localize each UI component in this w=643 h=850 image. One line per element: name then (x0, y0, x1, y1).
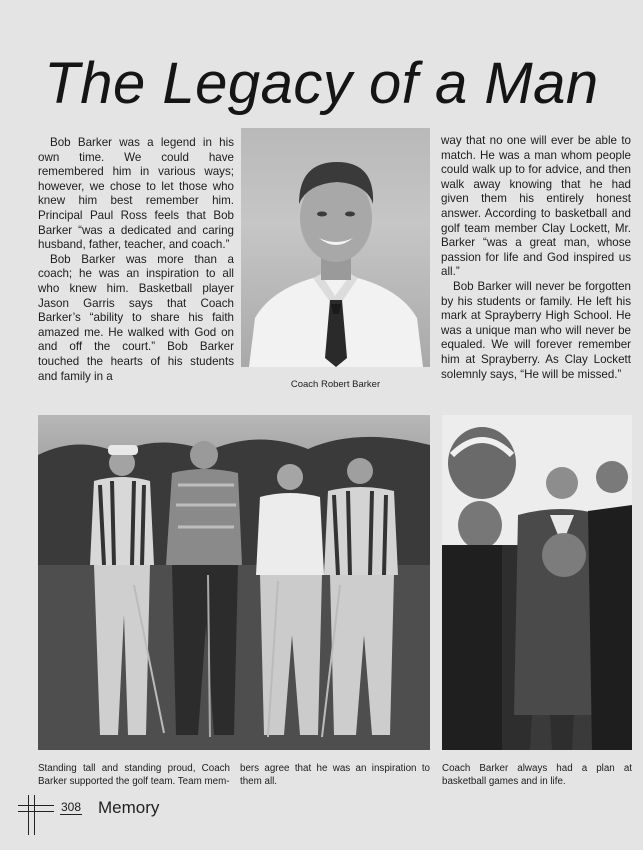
footer-rule (34, 795, 35, 835)
footer-rule (18, 811, 54, 812)
coach-portrait-photo (241, 128, 430, 367)
golf-photo-caption-part1: Standing tall and standing proud, Coach Barker supported the golf team. Team mem- (38, 763, 230, 787)
article-column-right (441, 134, 631, 382)
portrait-caption: Coach Robert Barker (290, 379, 381, 390)
basketball-event-illustration (442, 415, 632, 750)
basketball-event-photo (442, 415, 632, 750)
article-paragraph: Bob Barker will never be forgotten by his students or family. He left his mark at Sprayberry High School. He was a unique man who will never be equaled. We will forever remember him at Sprayberry. As Clay Lockett solemnly says, “He will be missed.” (441, 279, 631, 381)
article-column-left (38, 136, 234, 384)
section-label: Memory (98, 798, 160, 817)
footer-rule (18, 805, 54, 806)
page-footer (18, 795, 218, 835)
page-title: The Legacy of a Man (44, 51, 599, 116)
portrait-illustration (241, 128, 430, 367)
event-photo-caption: Coach Barker always had a plan at basketball games and in life. (442, 763, 632, 787)
golf-team-illustration (38, 415, 430, 750)
footer-rule (28, 795, 29, 835)
golf-team-photo (38, 415, 430, 750)
article-paragraph: way that no one will ever be able to match. He was a man whom people could walk up to for advice, and then walk away knowing that he had given them his entirely honest answer. According to basketball and golf team member Clay Lockett, Mr. Barker “was a great man, whose passion for life and God inspired us all.” (441, 134, 631, 279)
golf-photo-caption-part2: bers agree that he was an inspiration to them all. (240, 763, 430, 787)
article-paragraph: Bob Barker was more than a coach; he was an inspiration to all who knew him. Basketball player Jason Garris says that Coach Barker’s “ability to share his faith amazed me. He walked with God on and off the court.” Bob Barker touched the hearts of his students and family in a (38, 252, 234, 383)
article-paragraph: Bob Barker was a legend in his own time. We could have remembered him in various ways; however, we chose to let those who knew him best remember him. Principal Paul Ross feels that Bob Barker “was a dedicated and caring husband, father, teacher, and coach.” (38, 136, 234, 252)
page-number: 308 (61, 800, 82, 814)
